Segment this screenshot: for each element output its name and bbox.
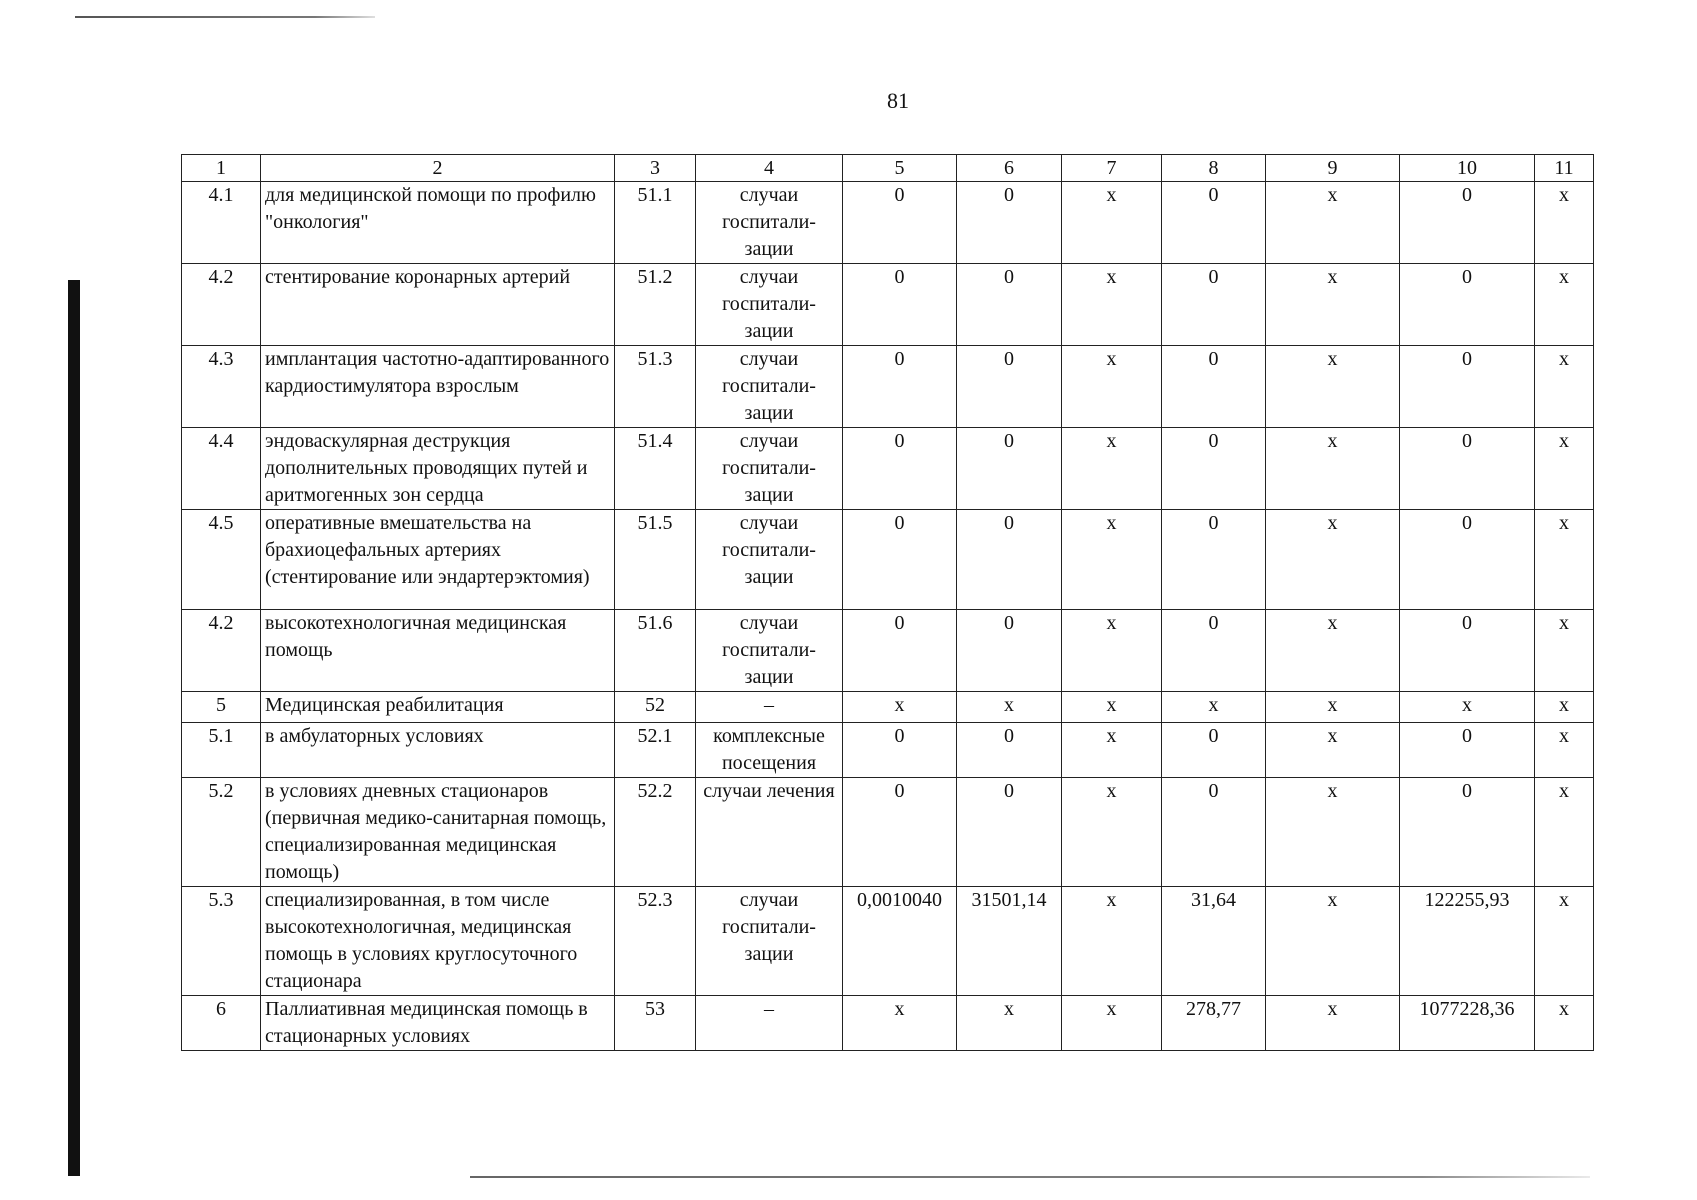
value-col-10: 0 xyxy=(1400,510,1535,610)
table-row xyxy=(182,692,1594,723)
row-name: оперативные вмешательства на брахиоцефальных артериях (стентирование или эндартерэктомия) xyxy=(261,510,615,610)
value-col-7: х xyxy=(1062,723,1162,778)
value-col-7: х xyxy=(1062,510,1162,610)
row-code: 51.2 xyxy=(615,264,696,346)
page-number: 81 xyxy=(887,88,909,113)
value-col-10: 0 xyxy=(1400,346,1535,428)
row-number: 4.1 xyxy=(182,182,261,264)
row-code: 51.1 xyxy=(615,182,696,264)
column-header-10: 10 xyxy=(1400,155,1535,182)
row-code: 51.4 xyxy=(615,428,696,510)
row-unit: – xyxy=(696,996,843,1051)
table-row xyxy=(182,428,1594,510)
column-header-4: 4 xyxy=(696,155,843,182)
value-col-10: 0 xyxy=(1400,264,1535,346)
row-code: 52 xyxy=(615,692,696,723)
row-code: 53 xyxy=(615,996,696,1051)
row-unit: комплексные посещения xyxy=(696,723,843,778)
table-row xyxy=(182,887,1594,996)
row-unit: случаи госпитали-зации xyxy=(696,887,843,996)
value-col-6: 31501,14 xyxy=(957,887,1062,996)
value-col-10: 0 xyxy=(1400,610,1535,692)
value-col-5: 0 xyxy=(843,428,957,510)
value-col-9: х xyxy=(1266,778,1400,887)
row-number: 5.3 xyxy=(182,887,261,996)
row-name: имплантация частотно-адаптированного кардиостимулятора взрослым xyxy=(261,346,615,428)
value-col-6: х xyxy=(957,996,1062,1051)
column-header-2: 2 xyxy=(261,155,615,182)
value-col-7: х xyxy=(1062,346,1162,428)
value-col-5: 0 xyxy=(843,778,957,887)
value-col-6: 0 xyxy=(957,346,1062,428)
value-col-8: 278,77 xyxy=(1162,996,1266,1051)
row-code: 52.1 xyxy=(615,723,696,778)
table-row xyxy=(182,510,1594,610)
row-name: эндоваскулярная деструкция дополнительных проводящих путей и аритмогенных зон сердца xyxy=(261,428,615,510)
value-col-5: 0 xyxy=(843,346,957,428)
scan-artifact-left-bar xyxy=(68,280,80,1176)
value-col-6: 0 xyxy=(957,264,1062,346)
table-row xyxy=(182,778,1594,887)
row-unit: случаи госпитали-зации xyxy=(696,182,843,264)
table-row xyxy=(182,346,1594,428)
value-col-9: х xyxy=(1266,887,1400,996)
value-col-9: х xyxy=(1266,510,1400,610)
value-col-11: х xyxy=(1535,887,1594,996)
row-number: 4.4 xyxy=(182,428,261,510)
value-col-5: 0 xyxy=(843,610,957,692)
row-unit: случаи госпитали-зации xyxy=(696,264,843,346)
column-header-7: 7 xyxy=(1062,155,1162,182)
row-code: 52.2 xyxy=(615,778,696,887)
row-number: 4.2 xyxy=(182,610,261,692)
table-row xyxy=(182,723,1594,778)
value-col-5: 0 xyxy=(843,182,957,264)
value-col-11: х xyxy=(1535,723,1594,778)
column-header-5: 5 xyxy=(843,155,957,182)
value-col-8: 0 xyxy=(1162,723,1266,778)
value-col-7: х xyxy=(1062,887,1162,996)
scan-artifact-top-line xyxy=(75,16,375,18)
row-code: 52.3 xyxy=(615,887,696,996)
row-number: 5 xyxy=(182,692,261,723)
value-col-9: х xyxy=(1266,346,1400,428)
column-header-11: 11 xyxy=(1535,155,1594,182)
value-col-8: 0 xyxy=(1162,610,1266,692)
value-col-9: х xyxy=(1266,182,1400,264)
value-col-11: х xyxy=(1535,346,1594,428)
value-col-9: х xyxy=(1266,428,1400,510)
value-col-11: х xyxy=(1535,510,1594,610)
table-row xyxy=(182,996,1594,1051)
value-col-11: х xyxy=(1535,182,1594,264)
column-header-9: 9 xyxy=(1266,155,1400,182)
value-col-6: 0 xyxy=(957,182,1062,264)
row-name: для медицинской помощи по профилю "онкология" xyxy=(261,182,615,264)
row-code: 51.3 xyxy=(615,346,696,428)
value-col-10: х xyxy=(1400,692,1535,723)
column-header-8: 8 xyxy=(1162,155,1266,182)
row-unit: случаи лечения xyxy=(696,778,843,887)
value-col-7: х xyxy=(1062,996,1162,1051)
column-header-6: 6 xyxy=(957,155,1062,182)
value-col-10: 1077228,36 xyxy=(1400,996,1535,1051)
value-col-9: х xyxy=(1266,264,1400,346)
row-number: 6 xyxy=(182,996,261,1051)
value-col-10: 0 xyxy=(1400,778,1535,887)
value-col-5: 0 xyxy=(843,264,957,346)
value-col-8: 0 xyxy=(1162,264,1266,346)
row-number: 5.1 xyxy=(182,723,261,778)
row-number: 4.2 xyxy=(182,264,261,346)
value-col-8: 0 xyxy=(1162,510,1266,610)
row-number: 4.5 xyxy=(182,510,261,610)
row-name: в условиях дневных стационаров (первичная медико-санитарная помощь, специализированная медицинская помощь) xyxy=(261,778,615,887)
row-unit: случаи госпитали-зации xyxy=(696,346,843,428)
value-col-5: 0 xyxy=(843,510,957,610)
value-col-5: х xyxy=(843,692,957,723)
value-col-8: 0 xyxy=(1162,182,1266,264)
value-col-6: 0 xyxy=(957,428,1062,510)
row-name: специализированная, в том числе высокотехнологичная, медицинская помощь в условиях круглосуточного стационара xyxy=(261,887,615,996)
row-unit: случаи госпитали-зации xyxy=(696,428,843,510)
value-col-11: х xyxy=(1535,778,1594,887)
value-col-6: 0 xyxy=(957,723,1062,778)
row-name: высокотехнологичная медицинская помощь xyxy=(261,610,615,692)
row-name: стентирование коронарных артерий xyxy=(261,264,615,346)
value-col-8: х xyxy=(1162,692,1266,723)
value-col-7: х xyxy=(1062,428,1162,510)
value-col-5: 0 xyxy=(843,723,957,778)
value-col-7: х xyxy=(1062,182,1162,264)
value-col-8: 0 xyxy=(1162,778,1266,887)
row-name: Паллиативная медицинская помощь в стационарных условиях xyxy=(261,996,615,1051)
value-col-7: х xyxy=(1062,692,1162,723)
row-code: 51.6 xyxy=(615,610,696,692)
value-col-6: х xyxy=(957,692,1062,723)
value-col-9: х xyxy=(1266,723,1400,778)
row-unit: – xyxy=(696,692,843,723)
table-row xyxy=(182,264,1594,346)
value-col-8: 0 xyxy=(1162,428,1266,510)
value-col-6: 0 xyxy=(957,610,1062,692)
row-code: 51.5 xyxy=(615,510,696,610)
table-row xyxy=(182,610,1594,692)
row-number: 4.3 xyxy=(182,346,261,428)
value-col-5: х xyxy=(843,996,957,1051)
value-col-8: 31,64 xyxy=(1162,887,1266,996)
value-col-7: х xyxy=(1062,778,1162,887)
value-col-9: х xyxy=(1266,996,1400,1051)
value-col-9: х xyxy=(1266,610,1400,692)
row-unit: случаи госпитали-зации xyxy=(696,610,843,692)
data-table-container xyxy=(181,154,1593,1051)
data-table xyxy=(181,154,1594,1051)
row-unit: случаи госпитали-зации xyxy=(696,510,843,610)
table-row xyxy=(182,182,1594,264)
value-col-10: 122255,93 xyxy=(1400,887,1535,996)
scan-artifact-bottom-line xyxy=(470,1176,1590,1178)
row-name: в амбулаторных условиях xyxy=(261,723,615,778)
table-body xyxy=(182,182,1594,1051)
row-number: 5.2 xyxy=(182,778,261,887)
value-col-11: х xyxy=(1535,264,1594,346)
value-col-11: х xyxy=(1535,692,1594,723)
column-header-3: 3 xyxy=(615,155,696,182)
value-col-7: х xyxy=(1062,610,1162,692)
value-col-10: 0 xyxy=(1400,182,1535,264)
value-col-5: 0,0010040 xyxy=(843,887,957,996)
value-col-9: х xyxy=(1266,692,1400,723)
value-col-6: 0 xyxy=(957,778,1062,887)
row-name: Медицинская реабилитация xyxy=(261,692,615,723)
column-header-1: 1 xyxy=(182,155,261,182)
value-col-7: х xyxy=(1062,264,1162,346)
value-col-10: 0 xyxy=(1400,723,1535,778)
value-col-11: х xyxy=(1535,996,1594,1051)
value-col-11: х xyxy=(1535,428,1594,510)
value-col-8: 0 xyxy=(1162,346,1266,428)
table-header-row xyxy=(182,155,1594,182)
value-col-11: х xyxy=(1535,610,1594,692)
value-col-6: 0 xyxy=(957,510,1062,610)
value-col-10: 0 xyxy=(1400,428,1535,510)
